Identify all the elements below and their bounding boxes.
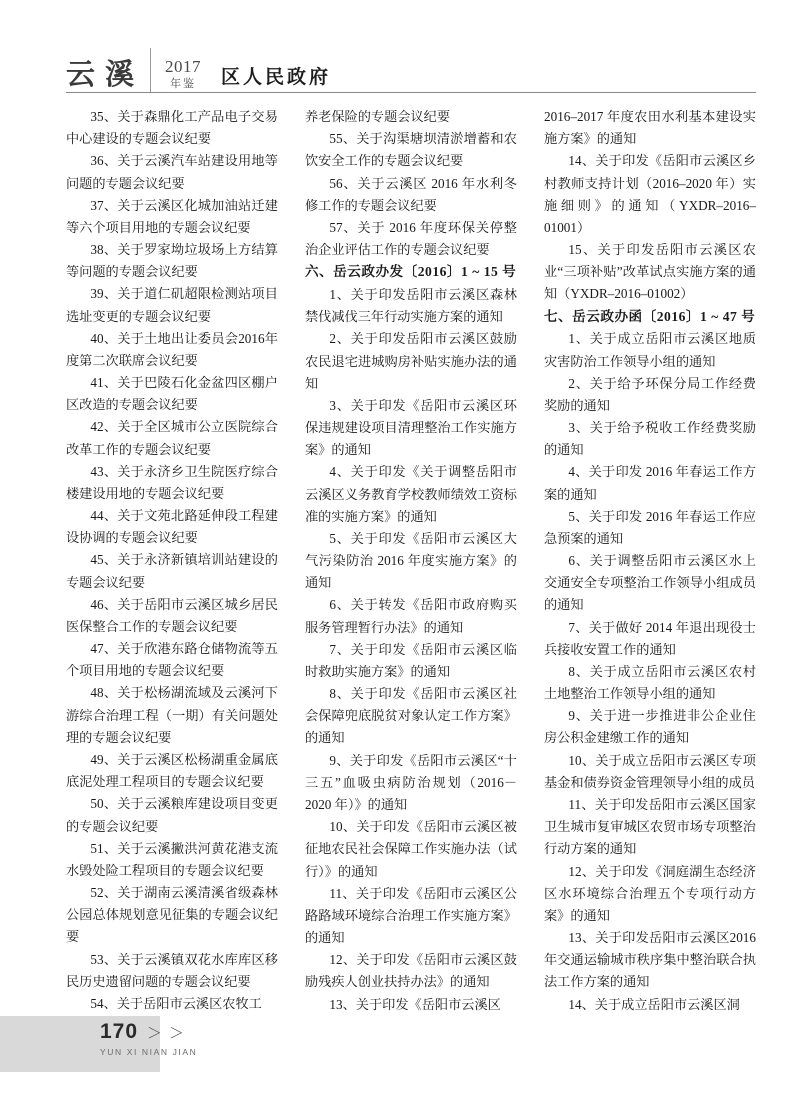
list-item: 4、关于印发《关于调整岳阳市云溪区义务教育学校教师绩效工资标准的实施方案》的通知 xyxy=(305,464,517,524)
footer-pinyin: YUN XI NIAN JIAN xyxy=(100,1047,198,1057)
body-columns xyxy=(66,106,756,1012)
list-item: 3、关于印发《岳阳市云溪区环保违规建设项目清理整治工作实施方案》的通知 xyxy=(305,397,517,458)
list-item: 4、关于印发 2016 年春运工作方案的通知 xyxy=(544,464,756,502)
list-item: 43、关于永济乡卫生院医疗综合楼建设用地的专题会议纪要 xyxy=(66,463,278,501)
list-item-continuation: 养老保险的专题会议纪要 xyxy=(305,109,451,124)
column-3 xyxy=(544,106,756,1012)
column-1 xyxy=(66,106,278,1011)
list-item: 2、关于给予环保分局工作经费奖励的通知 xyxy=(544,375,756,413)
list-item: 11、关于印发《岳阳市云溪区公路路域环境综合治理工作实施方案》的通知 xyxy=(305,885,517,946)
list-item: 41、关于巴陵石化金盆四区棚户区改造的专题会议纪要 xyxy=(66,375,278,413)
list-item: 5、关于印发 2016 年春运工作应急预案的通知 xyxy=(544,508,756,546)
list-item-continuation: 2016–2017 年度农田水利基本建设实施方案》的通知 xyxy=(544,109,756,147)
list-item: 53、关于云溪镇双花水库库区移民历史遗留问题的专题会议纪要 xyxy=(66,951,278,989)
column-2 xyxy=(305,106,517,1012)
section-heading-7: 七、岳云政办函〔2016〕1 ~ 47 号 xyxy=(544,308,756,324)
header-divider xyxy=(150,48,151,92)
list-item: 50、关于云溪粮库建设项目变更的专题会议纪要 xyxy=(66,796,278,834)
list-item: 11、关于印发岳阳市云溪区国家卫生城市复审城区农贸市场专项整治行动方案的通知 xyxy=(544,796,756,857)
list-item: 14、关于成立岳阳市云溪区洞 xyxy=(568,996,740,1012)
list-item: 57、关于 2016 年度环保关停整治企业评估工作的专题会议纪要 xyxy=(305,219,517,258)
list-item: 9、关于进一步推进非公企业住房公积金建缴工作的通知 xyxy=(544,708,756,746)
list-item: 55、关于沟渠塘坝清淤增蓄和农饮安全工作的专题会议纪要 xyxy=(305,131,517,169)
header-rule xyxy=(66,92,756,93)
list-item: 13、关于印发《岳阳市云溪区 xyxy=(329,996,501,1012)
list-item: 12、关于印发《洞庭湖生态经济区水环境综合治理五个专项行动方案》的通知 xyxy=(544,863,756,923)
list-item: 6、关于调整岳阳市云溪区水上交通安全专项整治工作领导小组成员的通知 xyxy=(544,553,756,613)
page-header xyxy=(66,34,756,92)
year-number: 2017 xyxy=(165,57,202,76)
list-item: 52、关于湖南云溪清溪省级森林公园总体规划意见征集的专题会议纪要 xyxy=(66,885,278,945)
list-item: 35、关于森鼎化工产品电子交易中心建设的专题会议纪要 xyxy=(66,109,278,147)
list-item: 5、关于印发《岳阳市云溪区大气污染防治 2016 年度实施方案》的通知 xyxy=(305,530,517,591)
publication-logo: 云溪 xyxy=(66,59,145,91)
list-item: 51、关于云溪撇洪河黄花港支流水毁处险工程项目的专题会议纪要 xyxy=(66,840,278,878)
list-item: 38、关于罗家坳垃圾场上方结算等问题的专题会议纪要 xyxy=(66,242,278,280)
list-item: 3、关于给予税收工作经费奖励的通知 xyxy=(544,420,756,458)
list-item: 8、关于成立岳阳市云溪区农村土地整治工作领导小组的通知 xyxy=(544,663,756,702)
footer-row xyxy=(100,1020,197,1044)
list-item: 7、关于印发《岳阳市云溪区临时救助实施方案》的通知 xyxy=(305,641,517,679)
list-item: 8、关于印发《岳阳市云溪区社会保障兜底脱贫对象认定工作方案》的通知 xyxy=(305,686,517,746)
list-item: 45、关于永济新镇培训站建设的专题会议纪要 xyxy=(66,552,278,590)
year-block xyxy=(165,58,201,92)
list-item: 46、关于岳阳市云溪区城乡居民医保整合工作的专题会议纪要 xyxy=(66,596,278,634)
list-item: 15、关于印发岳阳市云溪区农业“三项补贴”改革试点实施方案的通知（YXDR–2016–01002） xyxy=(544,242,756,302)
list-item: 10、关于成立岳阳市云溪区专项基金和债券资金管理领导小组的成员 xyxy=(544,752,756,790)
year-label: 年鉴 xyxy=(170,78,197,90)
list-item: 2、关于印发岳阳市云溪区鼓励农民退宅进城购房补贴实施办法的通知 xyxy=(305,331,517,391)
page-footer xyxy=(100,1020,197,1057)
list-item: 42、关于全区城市公立医院综合改革工作的专题会议纪要 xyxy=(66,419,278,457)
section-heading-6: 六、岳云政办发〔2016〕1 ~ 15 号 xyxy=(305,264,517,280)
list-item: 40、关于土地出让委员会2016年度第二次联席会议纪要 xyxy=(66,330,278,368)
list-item: 49、关于云溪区松杨湖重金属底底泥处理工程项目的专题会议纪要 xyxy=(66,751,278,790)
list-item: 37、关于云溪区化城加油站迁建等六个项目用地的专题会议纪要 xyxy=(66,197,278,235)
list-item: 54、关于岳阳市云溪区农牧工 xyxy=(90,995,262,1011)
list-item: 39、关于道仁矶超限检测站项目选址变更的专题会议纪要 xyxy=(66,286,278,324)
list-item: 10、关于印发《岳阳市云溪区被征地农民社会保障工作实施办法（试行）》的通知 xyxy=(305,819,517,879)
list-item: 1、关于成立岳阳市云溪区地质灾害防治工作领导小组的通知 xyxy=(544,331,756,369)
list-item: 12、关于印发《岳阳市云溪区鼓励残疾人创业扶持办法》的通知 xyxy=(305,952,517,990)
list-item: 36、关于云溪汽车站建设用地等问题的专题会议纪要 xyxy=(66,153,278,191)
list-item: 56、关于云溪区 2016 年水利冬修工作的专题会议纪要 xyxy=(305,175,517,213)
list-item: 47、关于欣港东路仓储物流等五个项目用地的专题会议纪要 xyxy=(66,641,278,679)
list-item: 1、关于印发岳阳市云溪区森林禁伐减伐三年行动实施方案的通知 xyxy=(305,287,517,325)
page-title: 区人民政府 xyxy=(221,67,332,88)
page-number: 170 xyxy=(100,1020,139,1043)
list-item: 7、关于做好 2014 年退出现役士兵接收安置工作的通知 xyxy=(544,619,756,657)
chevron-right-icon: ＞＞ xyxy=(147,1025,192,1042)
list-item: 6、关于转发《岳阳市政府购买服务管理暂行办法》的通知 xyxy=(305,597,517,635)
list-item: 9、关于印发《岳阳市云溪区“十三五”血吸虫病防治规划（2016－2020 年）》的通知 xyxy=(305,752,517,812)
list-item: 13、关于印发岳阳市云溪区2016 年交通运输城市秩序集中整治联合执法工作方案的通知 xyxy=(544,930,756,990)
list-item: 48、关于松杨湖流域及云溪河下游综合治理工程（一期）有关问题处理的专题会议纪要 xyxy=(66,685,278,745)
list-item: 44、关于文苑北路延伸段工程建设协调的专题会议纪要 xyxy=(66,508,278,546)
list-item: 14、关于印发《岳阳市云溪区乡村教师支持计划（2016–2020 年）实施细则》的通知（YXDR–2016–01001） xyxy=(544,153,756,235)
